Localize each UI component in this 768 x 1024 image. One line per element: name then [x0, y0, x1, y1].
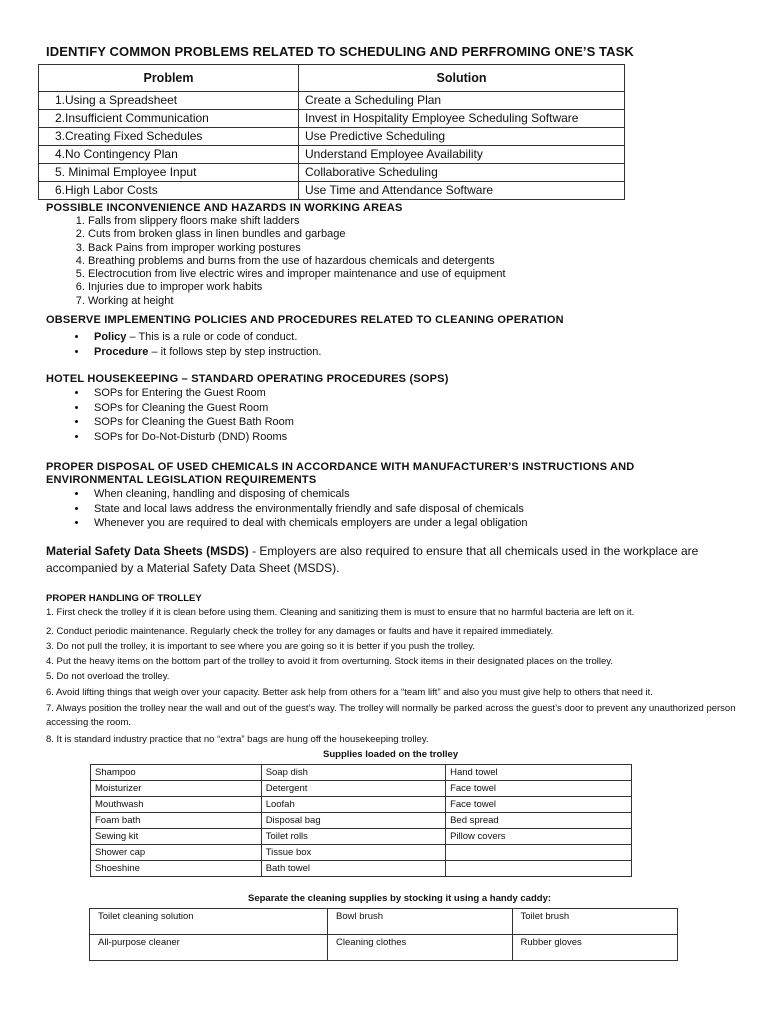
table-cell: Face towel: [446, 797, 632, 813]
table-cell: Pillow covers: [446, 829, 632, 845]
trolley-item: 1. First check the trolley if it is clean before using them. Cleaning and sanitizing them is must to ensure that no harmful bacteria are left on it.: [46, 607, 635, 618]
disposal-heading-line: ENVIRONMENTAL LEGISLATION REQUIREMENTS: [46, 474, 317, 486]
table-row: [39, 146, 625, 164]
list-item: • When cleaning, handling and disposing of chemicals: [88, 487, 528, 502]
list-item: 6. Injuries due to improper work habits: [88, 281, 506, 294]
trolley-item: 3. Do not pull the trolley, it is important to see where you are going so it is better if you push the trolley.: [46, 641, 475, 652]
column-header: Problem: [39, 65, 299, 92]
page-title: IDENTIFY COMMON PROBLEMS RELATED TO SCHEDULING AND PERFROMING ONE’S TASK: [46, 44, 634, 59]
table-row: [91, 829, 632, 845]
trolley-item: 6. Avoid lifting things that weigh over your capacity. Better ask help from others for a “team lift” and also you must give help to others that need it.: [46, 687, 653, 698]
table-cell: Tissue box: [261, 845, 445, 861]
problem-cell: 4.No Contingency Plan: [39, 146, 299, 164]
trolley-item: 7. Always position the trolley near the wall and out of the guest’s way. The trolley will normally be parked across the guest’s door to prevent any unauthorized person accessing the room.: [46, 703, 736, 728]
list-item: 1. Falls from slippery floors make shift ladders: [88, 215, 506, 228]
caddy-table: [89, 908, 678, 961]
supplies-caption: Supplies loaded on the trolley: [323, 749, 459, 760]
solution-cell: Create a Scheduling Plan: [299, 92, 625, 110]
caddy-caption: Separate the cleaning supplies by stocking it using a handy caddy:: [248, 893, 552, 904]
supplies-table: [90, 764, 632, 877]
table-cell: Soap dish: [261, 765, 445, 781]
table-row: [91, 861, 632, 877]
table-cell: Loofah: [261, 797, 445, 813]
sops-heading: HOTEL HOUSEKEEPING – STANDARD OPERATING PROCEDURES (SOPS): [46, 373, 449, 385]
table-cell: Mouthwash: [91, 797, 262, 813]
problem-cell: 5. Minimal Employee Input: [39, 164, 299, 182]
table-row: [91, 781, 632, 797]
hazards-heading: POSSIBLE INCONVENIENCE AND HAZARDS IN WORKING AREAS: [46, 202, 403, 214]
table-cell: Face towel: [446, 781, 632, 797]
disposal-heading: [46, 461, 634, 487]
table-cell: Hand towel: [446, 765, 632, 781]
sops-list: [62, 386, 294, 444]
policies-heading: OBSERVE IMPLEMENTING POLICIES AND PROCEDURES RELATED TO CLEANING OPERATION: [46, 314, 564, 326]
hazards-list: [60, 215, 506, 308]
msds-text: - Employers are also required to ensure that all chemicals used in the workplace are accompanied by a Material Safety Data Sheet (MSDS).: [46, 544, 699, 575]
list-item: [88, 345, 321, 360]
table-cell: Shoeshine: [91, 861, 262, 877]
table-cell: Toilet brush: [512, 909, 677, 935]
table-cell: Bowl brush: [328, 909, 512, 935]
table-row: [39, 92, 625, 110]
table-row: [39, 128, 625, 146]
list-item: 7. Working at height: [88, 295, 506, 308]
table-row: [39, 164, 625, 182]
list-item: 3. Back Pains from improper working postures: [88, 242, 506, 255]
disposal-heading-line: PROPER DISPOSAL OF USED CHEMICALS IN ACCORDANCE WITH MANUFACTURER’S INSTRUCTIONS AND: [46, 461, 635, 473]
problem-cell: 6.High Labor Costs: [39, 182, 299, 200]
table-cell: Moisturizer: [91, 781, 262, 797]
trolley-item: 2. Conduct periodic maintenance. Regularly check the trolley for any damages or faults and have it repaired immediately.: [46, 626, 554, 637]
procedure-term: Procedure: [94, 346, 149, 358]
solution-cell: Use Predictive Scheduling: [299, 128, 625, 146]
table-row: [39, 182, 625, 200]
list-item: • SOPs for Do-Not-Disturb (DND) Rooms: [88, 430, 294, 445]
problem-cell: 3.Creating Fixed Schedules: [39, 128, 299, 146]
table-cell: Toilet cleaning solution: [90, 909, 328, 935]
trolley-heading: PROPER HANDLING OF TROLLEY: [46, 593, 202, 604]
solution-cell: Collaborative Scheduling: [299, 164, 625, 182]
table-cell: [446, 861, 632, 877]
trolley-item: 8. It is standard industry practice that no “extra” bags are hung off the housekeeping trolley.: [46, 734, 429, 745]
table-cell: Bath towel: [261, 861, 445, 877]
table-row: [90, 909, 678, 935]
solution-cell: Invest in Hospitality Employee Scheduling Software: [299, 110, 625, 128]
problem-cell: 2.Insufficient Communication: [39, 110, 299, 128]
table-cell: Shower cap: [91, 845, 262, 861]
list-item: • SOPs for Entering the Guest Room: [88, 386, 294, 401]
list-item: • SOPs for Cleaning the Guest Room: [88, 401, 294, 416]
table-cell: Bed spread: [446, 813, 632, 829]
list-item: [88, 330, 321, 345]
table-cell: [446, 845, 632, 861]
msds-term: Material Safety Data Sheets (MSDS): [46, 544, 249, 558]
policy-term: Policy: [94, 331, 127, 343]
table-row: [39, 110, 625, 128]
table-cell: Rubber gloves: [512, 935, 677, 961]
solution-cell: Understand Employee Availability: [299, 146, 625, 164]
problem-cell: 1.Using a Spreadsheet: [39, 92, 299, 110]
problems-table: [38, 64, 625, 200]
trolley-item: 5. Do not overload the trolley.: [46, 671, 170, 682]
list-item: 2. Cuts from broken glass in linen bundles and garbage: [88, 228, 506, 241]
list-item: • Whenever you are required to deal with chemicals employers are under a legal obligation: [88, 516, 528, 531]
table-cell: Cleaning clothes: [328, 935, 512, 961]
table-cell: All-purpose cleaner: [90, 935, 328, 961]
table-row: [91, 845, 632, 861]
procedure-text: – it follows step by step instruction.: [148, 346, 322, 358]
list-item: • State and local laws address the environmentally friendly and safe disposal of chemicals: [88, 502, 528, 517]
table-cell: Detergent: [261, 781, 445, 797]
table-cell: Sewing kit: [91, 829, 262, 845]
policy-text: – This is a rule or code of conduct.: [126, 331, 298, 343]
table-cell: Toilet rolls: [261, 829, 445, 845]
table-header-row: [39, 65, 625, 92]
table-row: [90, 935, 678, 961]
table-row: [91, 797, 632, 813]
table-cell: Shampoo: [91, 765, 262, 781]
list-item: • SOPs for Cleaning the Guest Bath Room: [88, 415, 294, 430]
table-row: [91, 765, 632, 781]
table-row: [91, 813, 632, 829]
msds-paragraph: [46, 543, 726, 577]
solution-cell: Use Time and Attendance Software: [299, 182, 625, 200]
list-item: 5. Electrocution from live electric wires and improper maintenance and use of equipment: [88, 268, 506, 281]
policies-list: [62, 330, 321, 360]
list-item: 4. Breathing problems and burns from the use of hazardous chemicals and detergents: [88, 255, 506, 268]
trolley-item: 4. Put the heavy items on the bottom part of the trolley to avoid it from overturning. Stock items in their designated places on the trolley.: [46, 656, 613, 667]
disposal-list: [62, 487, 528, 531]
column-header: Solution: [299, 65, 625, 92]
table-cell: Disposal bag: [261, 813, 445, 829]
table-cell: Foam bath: [91, 813, 262, 829]
